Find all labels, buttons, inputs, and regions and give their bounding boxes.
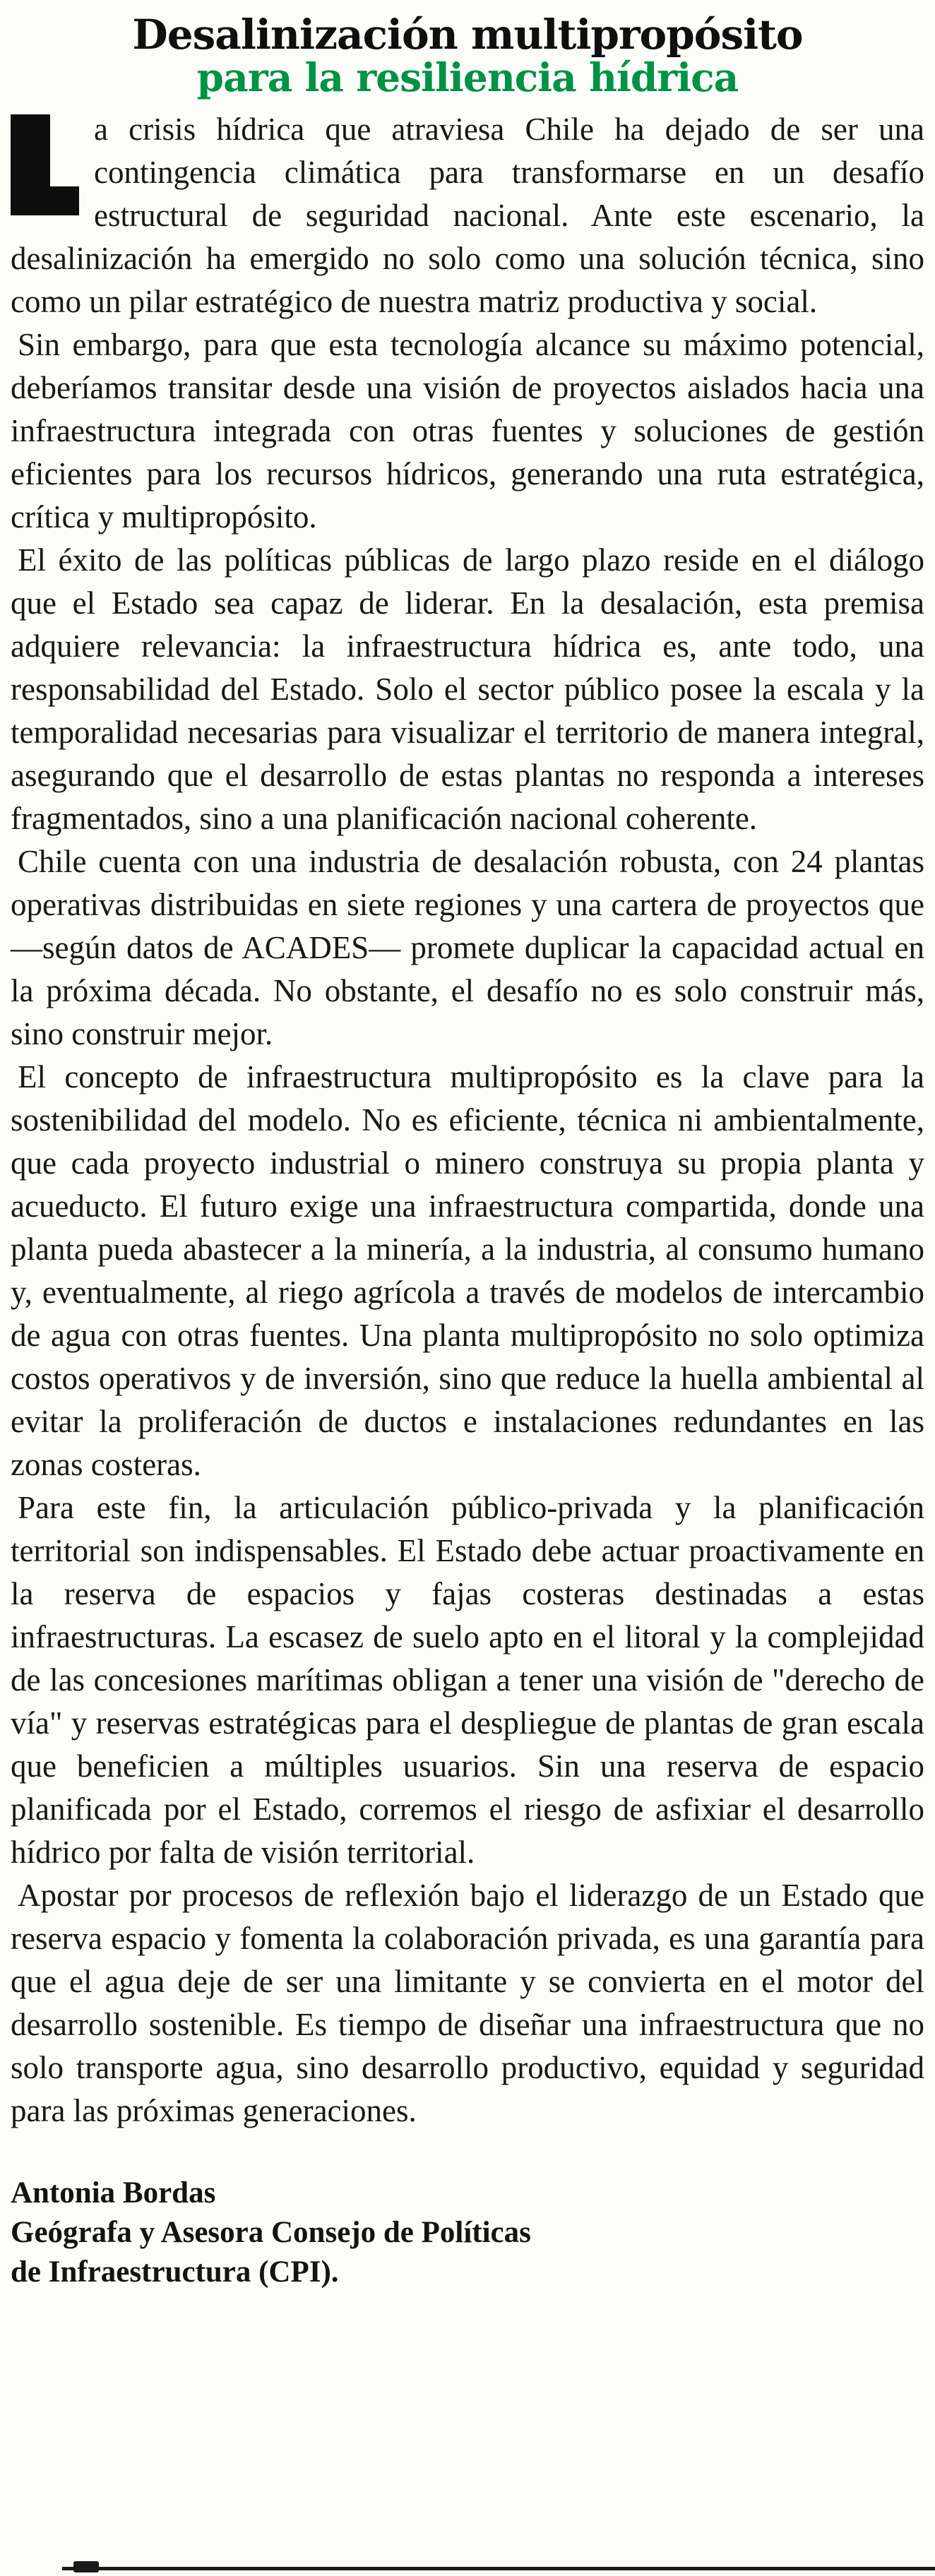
author-name: Antonia Bordas xyxy=(11,2176,216,2210)
drop-cap xyxy=(11,114,79,215)
paragraph-1 xyxy=(11,108,924,323)
bottom-divider xyxy=(62,2567,935,2570)
author-block xyxy=(11,2174,924,2292)
article-title: Desalinización multipropósito xyxy=(132,11,803,59)
paragraph-2: Sin embargo, para que esta tecnología alcance su máximo potencial, deberíamos transitar desde una visión de proyectos aislados hacia una infraestructura integrada con otras fuentes y soluciones de gestión eficientes para los recursos hídricos, generando una ruta estratégica, crítica y multipropósito. xyxy=(11,326,924,535)
author-role-line-1: Geógrafa y Asesora Consejo de Políticas xyxy=(11,2215,531,2249)
paragraph-7: Apostar por procesos de reflexión bajo el liderazgo de un Estado que reserva espacio y fomenta la colaboración privada, es una garantía para que el agua deje de ser una limitante y se convierta en el motor del desarrollo sostenible. Es tiempo de diseñar una infraestructura que no solo transporte agua, sino desarrollo productivo, equidad y seguridad para las próximas generaciones. xyxy=(11,1877,924,2128)
author-role-line-2: de Infraestructura (CPI). xyxy=(11,2255,339,2289)
paragraph-3: El éxito de las políticas públicas de largo plazo reside en el diálogo que el Estado sea capaz de liderar. En la desalación, esta premisa adquiere relevancia: la infraestructura hídrica es, ante todo, una responsabilidad del Estado. Solo el sector público posee la escala y la temporalidad necesarias para visualizar el territorio de manera integral, asegurando que el desarrollo de estas plantas no responda a intereses fragmentados, sino a una planificación nacional coherente. xyxy=(11,542,924,836)
article-body xyxy=(11,108,924,2133)
paragraph-1-text: a crisis hídrica que atraviesa Chile ha dejado de ser una contingencia climática para transformarse en un desafío estructural de seguridad nacional. Ante este escenario, la desalinización ha emergido no solo como una solución técnica, sino como un pilar estratégico de nuestra matriz productiva y social. xyxy=(11,111,924,319)
article-subtitle: para la resiliencia hídrica xyxy=(196,54,739,101)
paragraph-4: Chile cuenta con una industria de desalación robusta, con 24 plantas operativas distribuidas en siete regiones y una cartera de proyectos que —según datos de ACADES— promete duplicar la capacidad actual en la próxima década. No obstante, el desafío no es solo construir más, sino construir mejor. xyxy=(11,843,924,1051)
paragraph-6: Para este fin, la articulación público-privada y la planificación territorial son indispensables. El Estado debe actuar proactivamente en la reserva de espacios y fajas costeras destinadas a estas infraestructuras. La escasez de suelo apto en el litoral y la complejidad de las concesiones marítimas obligan a tener una visión de "derecho de vía" y reservas estratégicas para el despliegue de plantas de gran escala que beneficien a múltiples usuarios. Sin una reserva de espacio planificada por el Estado, corremos el riesgo de asfixiar el desarrollo hídrico por falta de visión territorial. xyxy=(11,1489,924,1870)
article-header xyxy=(11,11,924,101)
drop-cap-foot xyxy=(11,186,79,215)
paragraph-5: El concepto de infraestructura multipropósito es la clave para la sostenibilidad del modelo. No es eficiente, técnica ni ambientalmente, que cada proyecto industrial o minero construya su propia planta y acueducto. El futuro exige una infraestructura compartida, donde una planta pueda abastecer a la minería, a la industria, al consumo humano y, eventualmente, al riego agrícola a través de modelos de intercambio de agua con otras fuentes. Una planta multipropósito no solo optimiza costos operativos y de inversión, sino que reduce la huella ambiental al evitar la proliferación de ductos e instalaciones redundantes en las zonas costeras. xyxy=(11,1059,924,1482)
